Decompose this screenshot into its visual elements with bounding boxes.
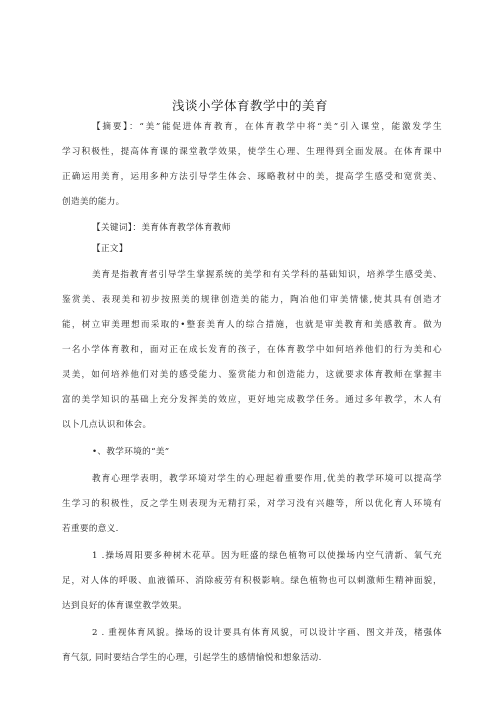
list-item-line: 2 . 重视体育风貌。操场的设计要具有体育风貌，可以设计字画、图文并茂，楮强体 [92, 628, 442, 638]
paragraph-line: 生学习的积极性，反之学生则表现为无精打采，对学习没有兴趣等，所以优化育人环境有 [62, 499, 442, 509]
list-item-line: 1 .操场周阳要多种树木花草。因为旺盛的绿色植物可以使操场内空气清新、氧气充 [92, 551, 442, 561]
abstract-line: 正确运用美育，运用多种方法引导学生体会、琢略教材中的美，提高学生感受和宽赏美、 [62, 172, 442, 182]
abstract-line: 创造美的能力。 [62, 197, 125, 207]
paragraph-line: 以卜几点认识和体会。 [62, 420, 152, 430]
page-title: 浅谈小学体育教学中的美育 [171, 98, 328, 113]
abstract-line: 【摘要】：“美”能促进体育教育，在体育教学中将“美”引入课堂，能激发学生 [92, 122, 442, 132]
paragraph-line: 若重要的意义. [62, 524, 119, 534]
list-item-line: 育气氛, 同时要结合学生的心理，引起学生的感情愉悦和想象活动. [62, 653, 322, 663]
abstract-line: 学习积极性，提高体育课的课堂教学效果，使学生心理、生理得到全面发展。在体育课中 [62, 147, 442, 157]
paragraph-line: 能，树立审美理想而采取的•整套美育人的综合措施，也就是审美教育和美感教育。做为 [62, 320, 442, 330]
paragraph-line: 富的美学知识的基础上充分发挥美的效应，更好地完成教学任务。通过多年教学，木人有 [62, 395, 442, 405]
paragraph-line: 灵美，如何培养他们对美的感受能力、鉴赏能力和创造能力，这就要求体育教师在掌握丰 [62, 370, 442, 380]
list-item-line: 足，对人体的呼吸、血液循环、消除疲劳有积极影响。绿色植物也可以刺激师生精神面貌， [62, 576, 442, 586]
paragraph-line: 鉴赏美、表现美和初步按照美的规律创造美的能力，陶冶他们审美情愫,使其具有创造才 [62, 295, 442, 305]
paragraph-line: 美育是指教育者引导学生掌握系统的美学和有关学科的基础知识，培养学生感受美、 [92, 270, 442, 280]
body-heading: 【正文】 [92, 244, 128, 254]
list-item-line: 达到良好的体育课堂教学效果。 [62, 601, 188, 611]
paragraph-line: 一名小学体育教和，面对正在成长发育的孩子，在体育教学中如何培养他们的行为美和心 [62, 345, 442, 355]
paragraph-line: 教育心理学表明，教学环境对学生的心理起着重要作用,优美的教学环境可以提高学 [92, 474, 442, 484]
keywords: 【关键词】：美育体育教学体育教师 [92, 223, 231, 233]
section-heading: •、教学环境的“美” [92, 447, 170, 457]
